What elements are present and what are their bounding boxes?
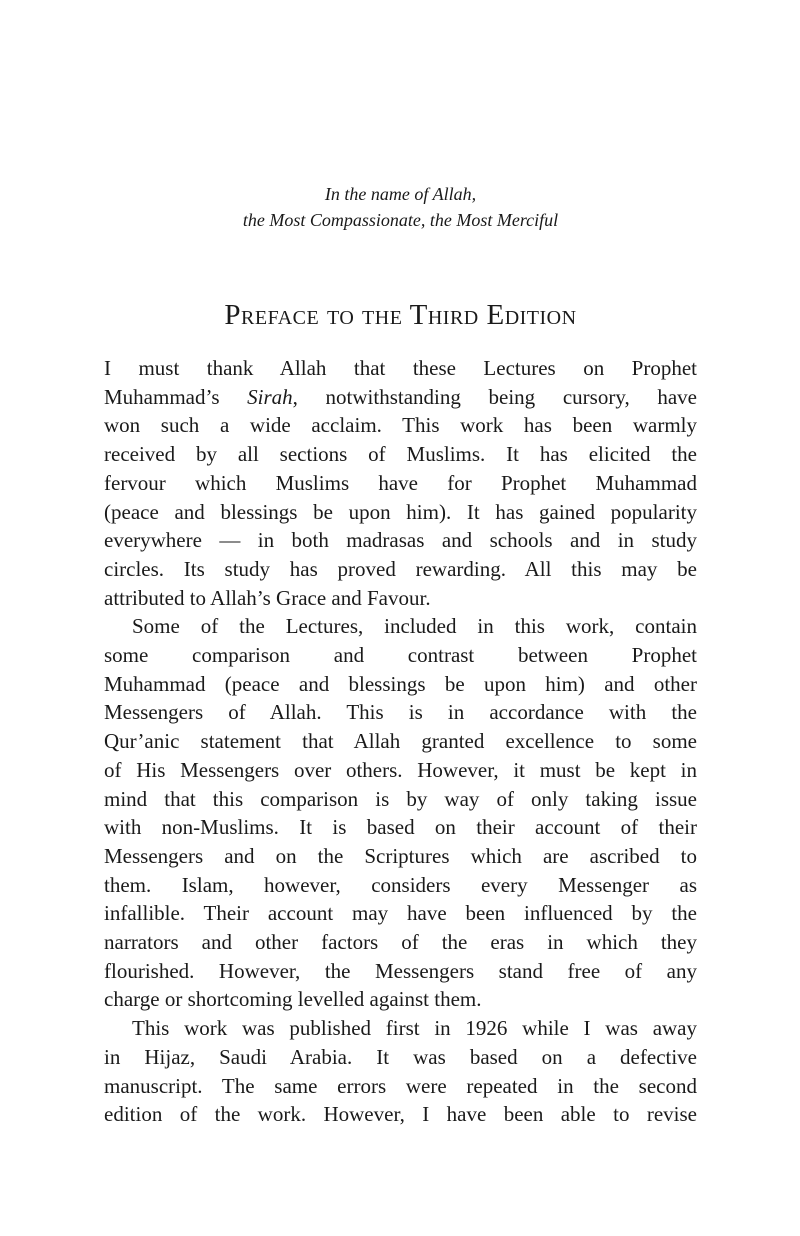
text-line: charge or shortcoming levelled against them. — [104, 987, 482, 1012]
text-line: some comparison and contrast between Prophet — [104, 643, 697, 668]
text-line: (peace and blessings be upon him). It has gained popularity — [104, 499, 697, 524]
text-line: attributed to Allah’s Grace and Favour. — [104, 585, 431, 610]
text-line: Muhammad (peace and blessings be upon him) and other — [104, 671, 697, 696]
text-line: with non-Muslims. It is based on their account of their — [104, 815, 697, 840]
text-line: everywhere — in both madrasas and schools and in study — [104, 528, 697, 553]
invocation — [104, 181, 697, 233]
italic-term-sirah: Sirah — [247, 384, 293, 409]
page-title: Preface to the Third Edition — [224, 299, 577, 331]
text-line: I must thank Allah that these Lectures on Prophet — [104, 356, 697, 380]
invocation-line-1: In the name of Allah, — [324, 184, 477, 204]
paragraph-3 — [104, 1014, 697, 1129]
text-line: Muhammad’s Sirah, notwithstanding being cursory, have — [104, 384, 697, 409]
text-line: them. Islam, however, considers every Messenger as — [104, 872, 697, 897]
text-line: Messengers and on the Scriptures which are ascribed to — [104, 843, 697, 868]
text-line: received by all sections of Muslims. It has elicited the — [104, 442, 697, 467]
invocation-line-2: the Most Compassionate, the Most Merciful — [242, 210, 559, 230]
text-line: narrators and other factors of the eras in which they — [104, 930, 697, 955]
text-line: infallible. Their account may have been influenced by the — [104, 901, 697, 926]
text-line: of His Messengers over others. However, it must be kept in — [104, 757, 697, 782]
body-text — [104, 354, 697, 1129]
text-line: mind that this comparison is by way of only taking issue — [104, 786, 697, 811]
text-line: circles. Its study has proved rewarding. All this may be — [104, 556, 697, 581]
text-line: manuscript. The same errors were repeated in the second — [104, 1073, 697, 1098]
text-line: edition of the work. However, I have been able to revise — [104, 1102, 697, 1127]
text-line: Some of the Lectures, included in this work, contain — [132, 614, 697, 639]
text-line: fervour which Muslims have for Prophet Muhammad — [104, 470, 697, 495]
text-line: in Hijaz, Saudi Arabia. It was based on a defective — [104, 1044, 697, 1069]
paragraph-1 — [104, 354, 697, 612]
paragraph-2 — [104, 612, 697, 1014]
text-line: flourished. However, the Messengers stand free of any — [104, 958, 697, 983]
text-line: This work was published first in 1926 while I was away — [132, 1016, 697, 1041]
text-line: won such a wide acclaim. This work has been warmly — [104, 413, 697, 438]
text-line: Messengers of Allah. This is in accordance with the — [104, 700, 697, 725]
text-line: Qur’anic statement that Allah granted excellence to some — [104, 729, 697, 754]
